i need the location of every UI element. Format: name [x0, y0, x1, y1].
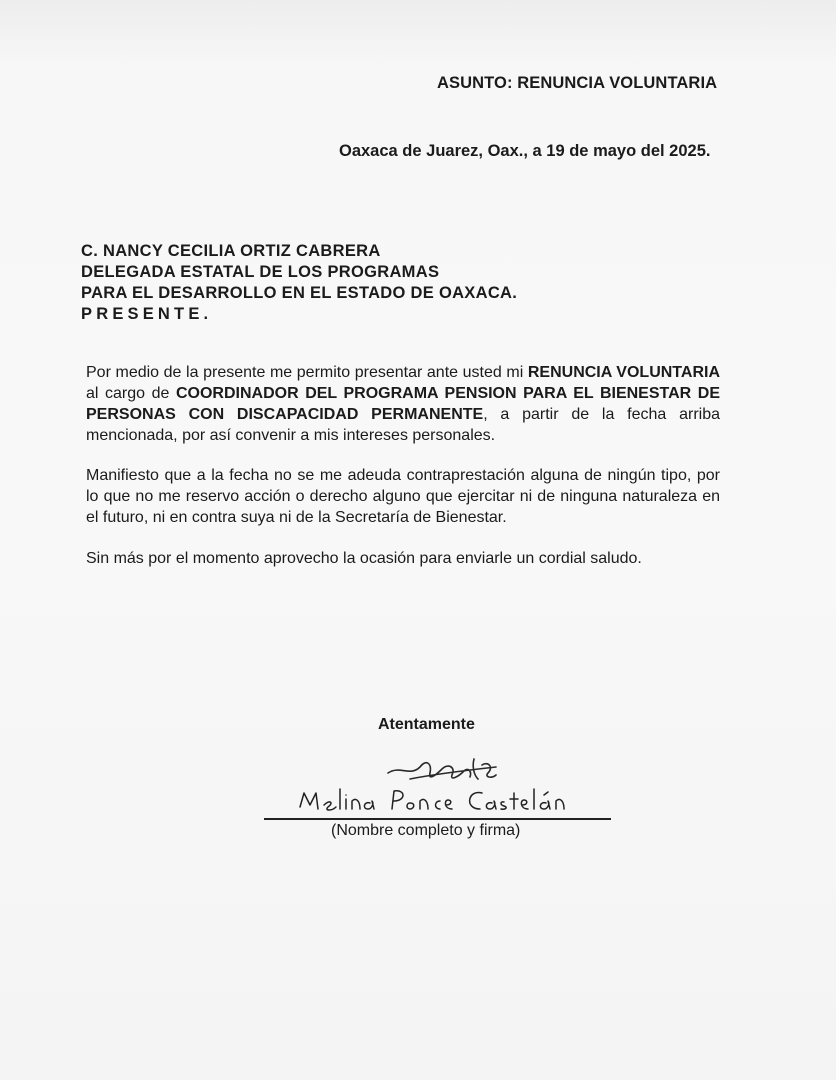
p1-text-c: al cargo de: [86, 385, 176, 402]
p1-bold-cargo: COORDINADOR DEL PROGRAMA PENSION PARA EL BIENESTAR DE PERSONAS CON DISCAPACIDAD PERMANENTE: [86, 385, 721, 423]
body-paragraph-2: Manifiesto que a la fecha no se me adeuda contraprestación alguna de ningún tipo, por lo que no me reservo acción o derecho alguno que ejercitar ni de ninguna naturaleza en el futuro, ni en contra suya ni de la Secretaría de Bienestar.: [86, 467, 720, 526]
subject-line: ASUNTO: RENUNCIA VOLUNTARIA: [437, 74, 718, 92]
closing-salutation: Atentamente: [378, 716, 475, 733]
p1-bold-renuncia: RENUNCIA VOLUNTARIA: [527, 364, 720, 381]
addressee-title: DELEGADA ESTATAL DE LOS PROGRAMAS: [81, 263, 440, 281]
addressee-presente: PRESENTE.: [81, 305, 213, 323]
signature-line: [264, 818, 611, 820]
addressee-block: [81, 241, 517, 325]
p1-text-a: Por medio de la presente me permito presentar ante usted mi: [86, 364, 528, 381]
date-line: Oaxaca de Juarez, Oax., a 19 de mayo del 2025.: [339, 142, 711, 160]
signature-caption: (Nombre completo y firma): [331, 822, 521, 839]
body-paragraph-1: [86, 362, 720, 446]
body-paragraph-3: Sin más por el momento aprovecho la ocasión para enviarle un cordial saludo.: [86, 550, 642, 567]
addressee-name: C. NANCY CECILIA ORTIZ CABRERA: [81, 242, 381, 260]
addressee-title-cont: PARA EL DESARROLLO EN EL ESTADO DE OAXACA.: [81, 284, 518, 302]
p1-text-e: , a partir de la fecha arriba mencionada, por así convenir a mis intereses personales.: [86, 406, 721, 444]
